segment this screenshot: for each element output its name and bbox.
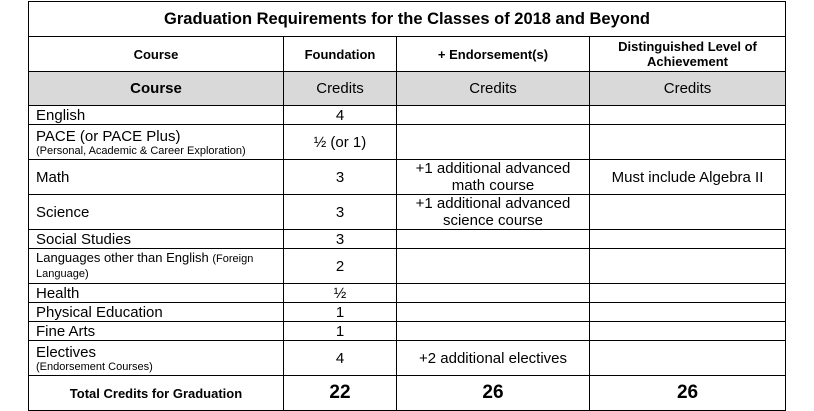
foundation-credits: ½ (or 1) [284,125,397,160]
table-row-languages [29,249,786,284]
subheader-distinguished-credits: Credits [590,72,786,106]
table-row-math [29,160,786,195]
graduation-requirements-table [28,1,786,411]
distinguished-credits: Must include Algebra II [590,160,786,195]
course-name: Health [29,284,284,303]
course-name: Math [29,160,284,195]
table-row-electives [29,341,786,376]
course-name: Fine Arts [29,322,284,341]
distinguished-credits [590,106,786,125]
distinguished-credits [590,284,786,303]
endorsement-credits [397,230,590,249]
endorsement-credits [397,106,590,125]
foundation-credits: 3 [284,195,397,230]
foundation-credits: 4 [284,106,397,125]
distinguished-credits [590,230,786,249]
subheader-course: Course [29,72,284,106]
course-note: (Endorsement Courses) [36,360,153,373]
header-course: Course [29,37,284,72]
header-row [29,37,786,72]
distinguished-credits [590,303,786,322]
endorsement-credits: +1 additional advanced math course [397,160,590,195]
endorsement-credits [397,303,590,322]
distinguished-credits [590,195,786,230]
course-name-cell [29,249,284,284]
table-title: Graduation Requirements for the Classes of 2018 and Beyond [29,2,786,37]
foundation-credits: 1 [284,322,397,341]
table-row-english [29,106,786,125]
course-name-cell [29,341,284,376]
endorsement-credits: +2 additional electives [397,341,590,376]
course-name: English [29,106,284,125]
course-name: Physical Education [29,303,284,322]
table-row-physical-education [29,303,786,322]
course-name-cell [29,125,284,160]
distinguished-credits [590,125,786,160]
total-distinguished: 26 [590,376,786,411]
header-foundation: Foundation [284,37,397,72]
distinguished-credits [590,341,786,376]
distinguished-credits [590,322,786,341]
table-row-science [29,195,786,230]
course-name: Languages other than English [36,250,209,265]
course-name: Science [29,195,284,230]
total-row [29,376,786,411]
endorsement-credits [397,284,590,303]
endorsement-credits: +1 additional advanced science course [397,195,590,230]
table-row-fine-arts [29,322,786,341]
course-note: (Personal, Academic & Career Exploration) [36,144,246,157]
distinguished-credits [590,249,786,284]
table-row-social-studies [29,230,786,249]
total-endorsement: 26 [397,376,590,411]
table-row-pace [29,125,786,160]
total-foundation: 22 [284,376,397,411]
foundation-credits: 4 [284,341,397,376]
course-note: (Foreign Language) [36,253,254,280]
header-endorsement: + Endorsement(s) [397,37,590,72]
subheader-endorsement-credits: Credits [397,72,590,106]
course-name: PACE (or PACE Plus) [36,127,181,145]
endorsement-credits [397,125,590,160]
title-row [29,2,786,37]
foundation-credits: ½ [284,284,397,303]
foundation-credits: 1 [284,303,397,322]
course-name: Electives [36,343,97,361]
foundation-credits: 3 [284,160,397,195]
subheader-row [29,72,786,106]
course-name: Social Studies [29,230,284,249]
endorsement-credits [397,249,590,284]
table-row-health [29,284,786,303]
foundation-credits: 3 [284,230,397,249]
endorsement-credits [397,322,590,341]
foundation-credits: 2 [284,249,397,284]
header-distinguished: Distinguished Level of Achievement [590,37,786,72]
total-label: Total Credits for Graduation [29,376,284,411]
subheader-foundation-credits: Credits [284,72,397,106]
